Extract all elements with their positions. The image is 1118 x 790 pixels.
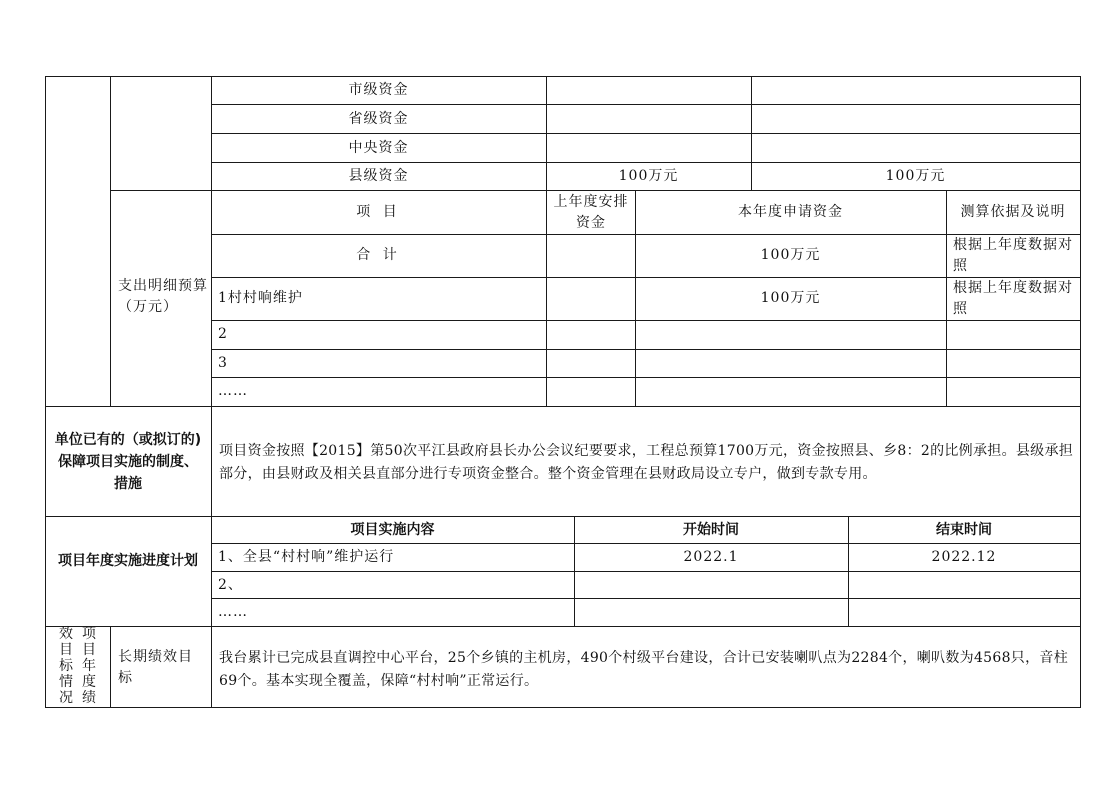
schedule-row-content: …… xyxy=(218,604,248,620)
budget-total-label: 合 计 xyxy=(356,247,401,263)
grid-line xyxy=(45,406,1081,407)
budget-row-item: 3 xyxy=(218,355,228,371)
performance-text: 我台累计已完成县直调控中心平台，25个乡镇的主机房，490个村级平台建设，合计已安装喇叭点为2284个，喇叭数为4568只，音柱69个。基本实现全覆盖，保障“村村响”正常运行。 xyxy=(219,650,1068,689)
budget-header-last-year: 上年度安排资金 xyxy=(553,194,629,231)
funding-label: 中央资金 xyxy=(348,140,409,156)
grid-line xyxy=(45,626,1081,627)
schedule-header-end: 结束时间 xyxy=(936,522,992,538)
budget-header-item: 项 目 xyxy=(356,204,401,220)
grid-line xyxy=(211,349,1081,350)
grid-line xyxy=(211,571,1081,572)
budget-row-item: 2 xyxy=(218,326,228,342)
funding-label: 省级资金 xyxy=(348,111,409,127)
budget-row-basis: 根据上年度数据对照 xyxy=(953,280,1073,317)
grid-line xyxy=(45,516,1081,517)
schedule-row-content: 1、全县“村村响”维护运行 xyxy=(218,549,395,565)
grid-line xyxy=(211,234,1081,235)
performance-col2: 项目年度绩 xyxy=(82,626,96,706)
budget-total-basis: 根据上年度数据对照 xyxy=(953,237,1073,274)
budget-header-basis: 测算依据及说明 xyxy=(960,204,1066,220)
schedule-row-start: 2022.1 xyxy=(683,549,739,565)
grid-line xyxy=(110,626,111,708)
table-border-top xyxy=(45,76,1081,77)
grid-line xyxy=(211,133,1081,134)
grid-line xyxy=(211,543,1081,544)
budget-header-this-year: 本年度申请资金 xyxy=(738,204,843,220)
performance-col1: 效目标情况 xyxy=(59,626,73,706)
grid-line xyxy=(211,277,1081,278)
budget-row-item: …… xyxy=(218,383,248,399)
budget-row-item: 1村村响维护 xyxy=(218,290,303,306)
grid-line xyxy=(211,320,1081,321)
grid-line xyxy=(546,76,547,407)
schedule-row-end: 2022.12 xyxy=(931,549,997,565)
funding-amount: 100万元 xyxy=(618,168,679,184)
schedule-header-start: 开始时间 xyxy=(683,522,739,538)
schedule-label: 项目年度实施进度计划 xyxy=(58,553,198,569)
schedule-row-content: 2、 xyxy=(218,577,243,593)
budget-row-this-year: 100万元 xyxy=(760,290,821,306)
grid-line xyxy=(211,104,1081,105)
budget-total-this-year: 100万元 xyxy=(760,247,821,263)
performance-label: 长期绩效目标 xyxy=(118,649,193,686)
budget-section-label: 支出明细预算（万元） xyxy=(118,278,208,315)
safeguards-label: 单位已有的（或拟订的)保障项目实施的制度、措施 xyxy=(54,432,202,492)
table-border-left xyxy=(45,76,46,708)
schedule-header-content: 项目实施内容 xyxy=(350,522,435,538)
grid-line xyxy=(110,190,1081,191)
table-border-right xyxy=(1080,76,1081,708)
grid-line xyxy=(211,162,1081,163)
grid-line xyxy=(110,76,111,407)
grid-line xyxy=(211,377,1081,378)
funding-label: 市级资金 xyxy=(348,82,409,98)
grid-line xyxy=(211,598,1081,599)
funding-amount: 100万元 xyxy=(885,168,946,184)
safeguards-text: 项目资金按照【2015】第50次平江县政府县长办公会议纪要要求，工程总预算1700万元，资金按照县、乡8：2的比例承担。县级承担部分，由县财政及相关县直部分进行专项资金整合。整个资金管理在县财政局设立专户，做到专款专用。 xyxy=(219,443,1074,482)
table-border-bottom xyxy=(45,707,1081,708)
funding-label: 县级资金 xyxy=(348,168,409,184)
